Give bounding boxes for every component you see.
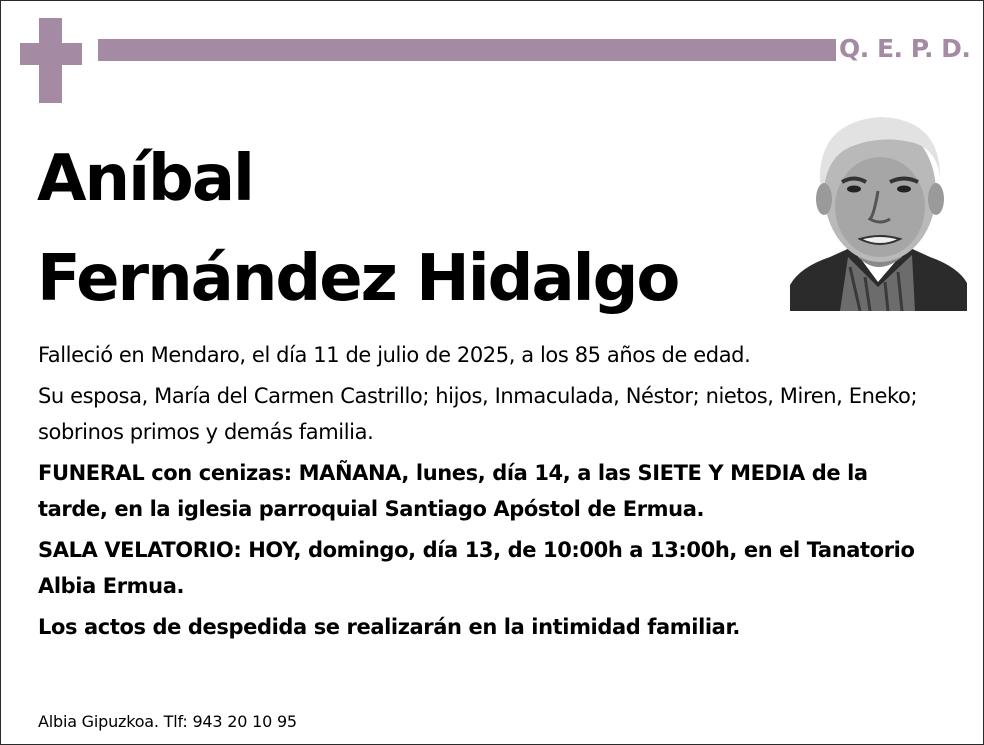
- death-announcement: Falleció en Mendaro, el día 11 de julio de 2025, a los 85 años de edad.: [38, 343, 751, 367]
- funeral-home-contact: Albia Gipuzkoa. Tlf: 943 20 10 95: [38, 712, 297, 731]
- header-bar: [98, 39, 836, 61]
- farewell-note: Los actos de despedida se realizarán en la intimidad familiar.: [38, 615, 740, 639]
- name-second-line: Fernández Hidalgo: [37, 242, 679, 316]
- name-first-line: Aníbal: [37, 142, 253, 216]
- portrait-photo: [790, 107, 967, 311]
- qepd-label: Q. E. P. D.: [839, 34, 971, 63]
- deceased-name: [37, 129, 777, 329]
- wake-info: SALA VELATORIO: HOY, domingo, día 13, de 10:00h a 13:00h, en el Tanatorio Albia Ermua.: [38, 538, 915, 598]
- funeral-info: FUNERAL con cenizas: MAÑANA, lunes, día 14, a las SIETE Y MEDIA de la tarde, en la iglesia parroquial Santiago Apóstol de Ermua.: [38, 461, 868, 521]
- cross-icon: [20, 18, 82, 103]
- family-members: Su esposa, María del Carmen Castrillo; hijos, Inmaculada, Néstor; nietos, Miren, Eneko; sobrinos primos y demás familia.: [38, 384, 918, 444]
- notice-body: [38, 337, 938, 650]
